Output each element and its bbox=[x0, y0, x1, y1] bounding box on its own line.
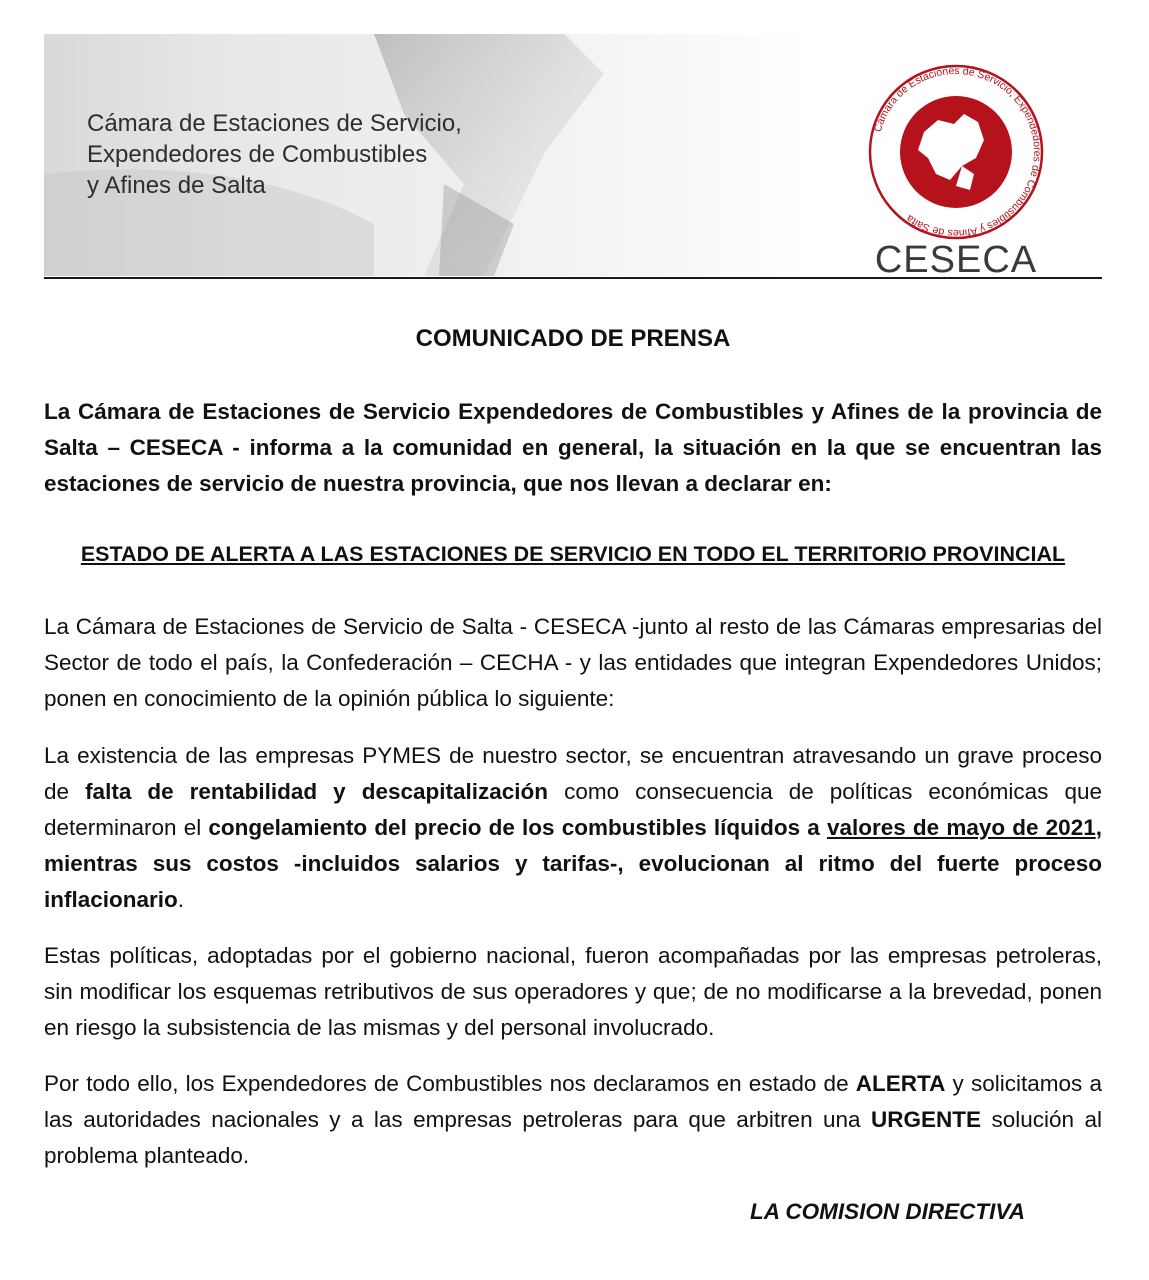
page-title: COMUNICADO DE PRENSA bbox=[415, 325, 731, 352]
paragraph-4-bold-alerta: ALERTA bbox=[855, 1071, 946, 1096]
paragraph-2-text-2: como consecuencia de políticas económicas que determinaron el bbox=[44, 779, 1102, 840]
paragraph-4-text-2: y solicitamos a las autoridades nacionales y a las empresas petroleras para que arbitren una bbox=[44, 1071, 1102, 1132]
ceseca-logo bbox=[866, 62, 1056, 276]
paragraph-2-bold-underlined: valores de mayo de 2021 bbox=[826, 815, 1096, 840]
logo-ring-text: Cámara de Estaciones de Servicio, Expendedores de Combustibles y Afines de Salta bbox=[871, 64, 1044, 240]
logo-wordmark: CESECA bbox=[874, 239, 1038, 276]
paragraph-2-text-3: . bbox=[177, 887, 185, 912]
letterhead-banner bbox=[44, 34, 1102, 276]
org-name-line-2: Expendedores de Combustibles bbox=[87, 141, 428, 168]
paragraph-4-bold-urgente: URGENTE bbox=[871, 1107, 982, 1132]
paragraph-2-bold-1: falta de rentabilidad y descapitalización bbox=[85, 779, 549, 804]
paragraph-2-bold-3: , mientras sus costos -incluidos salarios y tarifas-, evolucionan al ritmo del fuerte proceso inflacionario bbox=[44, 815, 1102, 912]
paragraph-2 bbox=[44, 738, 1102, 918]
signature: LA COMISION DIRECTIVA bbox=[750, 1199, 1025, 1224]
paragraph-1: La Cámara de Estaciones de Servicio de Salta - CESECA -junto al resto de las Cámaras empresarias del Sector de todo el país, la Confederación – CECHA - y las entidades que integran Expendedores Unidos; ponen en conocimiento de la opinión pública lo siguiente: bbox=[44, 614, 1102, 711]
organization-name bbox=[87, 108, 567, 201]
org-name-line-1: Cámara de Estaciones de Servicio, bbox=[87, 110, 462, 137]
logo-emblem-icon bbox=[866, 62, 1046, 242]
paragraph-4-text-3: solución al problema planteado. bbox=[44, 1107, 1102, 1168]
paragraph-4-text-1: Por todo ello, los Expendedores de Combustibles nos declaramos en estado de bbox=[44, 1071, 856, 1096]
paragraph-4 bbox=[44, 1066, 1102, 1174]
header-divider bbox=[44, 277, 1102, 279]
intro-paragraph: La Cámara de Estaciones de Servicio Expendedores de Combustibles y Afines de la provincia de Salta – CESECA - informa a la comunidad en general, la situación en la que se encuentran las estaciones de servicio de nuestra provincia, que nos llevan a declarar en: bbox=[44, 399, 1102, 496]
paragraph-3: Estas políticas, adoptadas por el gobierno nacional, fueron acompañadas por las empresas petroleras, sin modificar los esquemas retributivos de sus operadores y que; de no modificarse a la brevedad, ponen en riesgo la subsistencia de las mismas y del personal involucrado. bbox=[44, 943, 1102, 1040]
org-name-line-3: y Afines de Salta bbox=[87, 172, 266, 199]
paragraph-2-bold-2: congelamiento del precio de los combustibles líquidos a bbox=[208, 815, 827, 840]
alert-heading: ESTADO DE ALERTA A LAS ESTACIONES DE SERVICIO EN TODO EL TERRITORIO PROVINCIAL bbox=[80, 542, 1066, 566]
paragraph-2-text-1: La existencia de las empresas PYMES de nuestro sector, se encuentran atravesando un grave proceso de bbox=[44, 743, 1102, 804]
